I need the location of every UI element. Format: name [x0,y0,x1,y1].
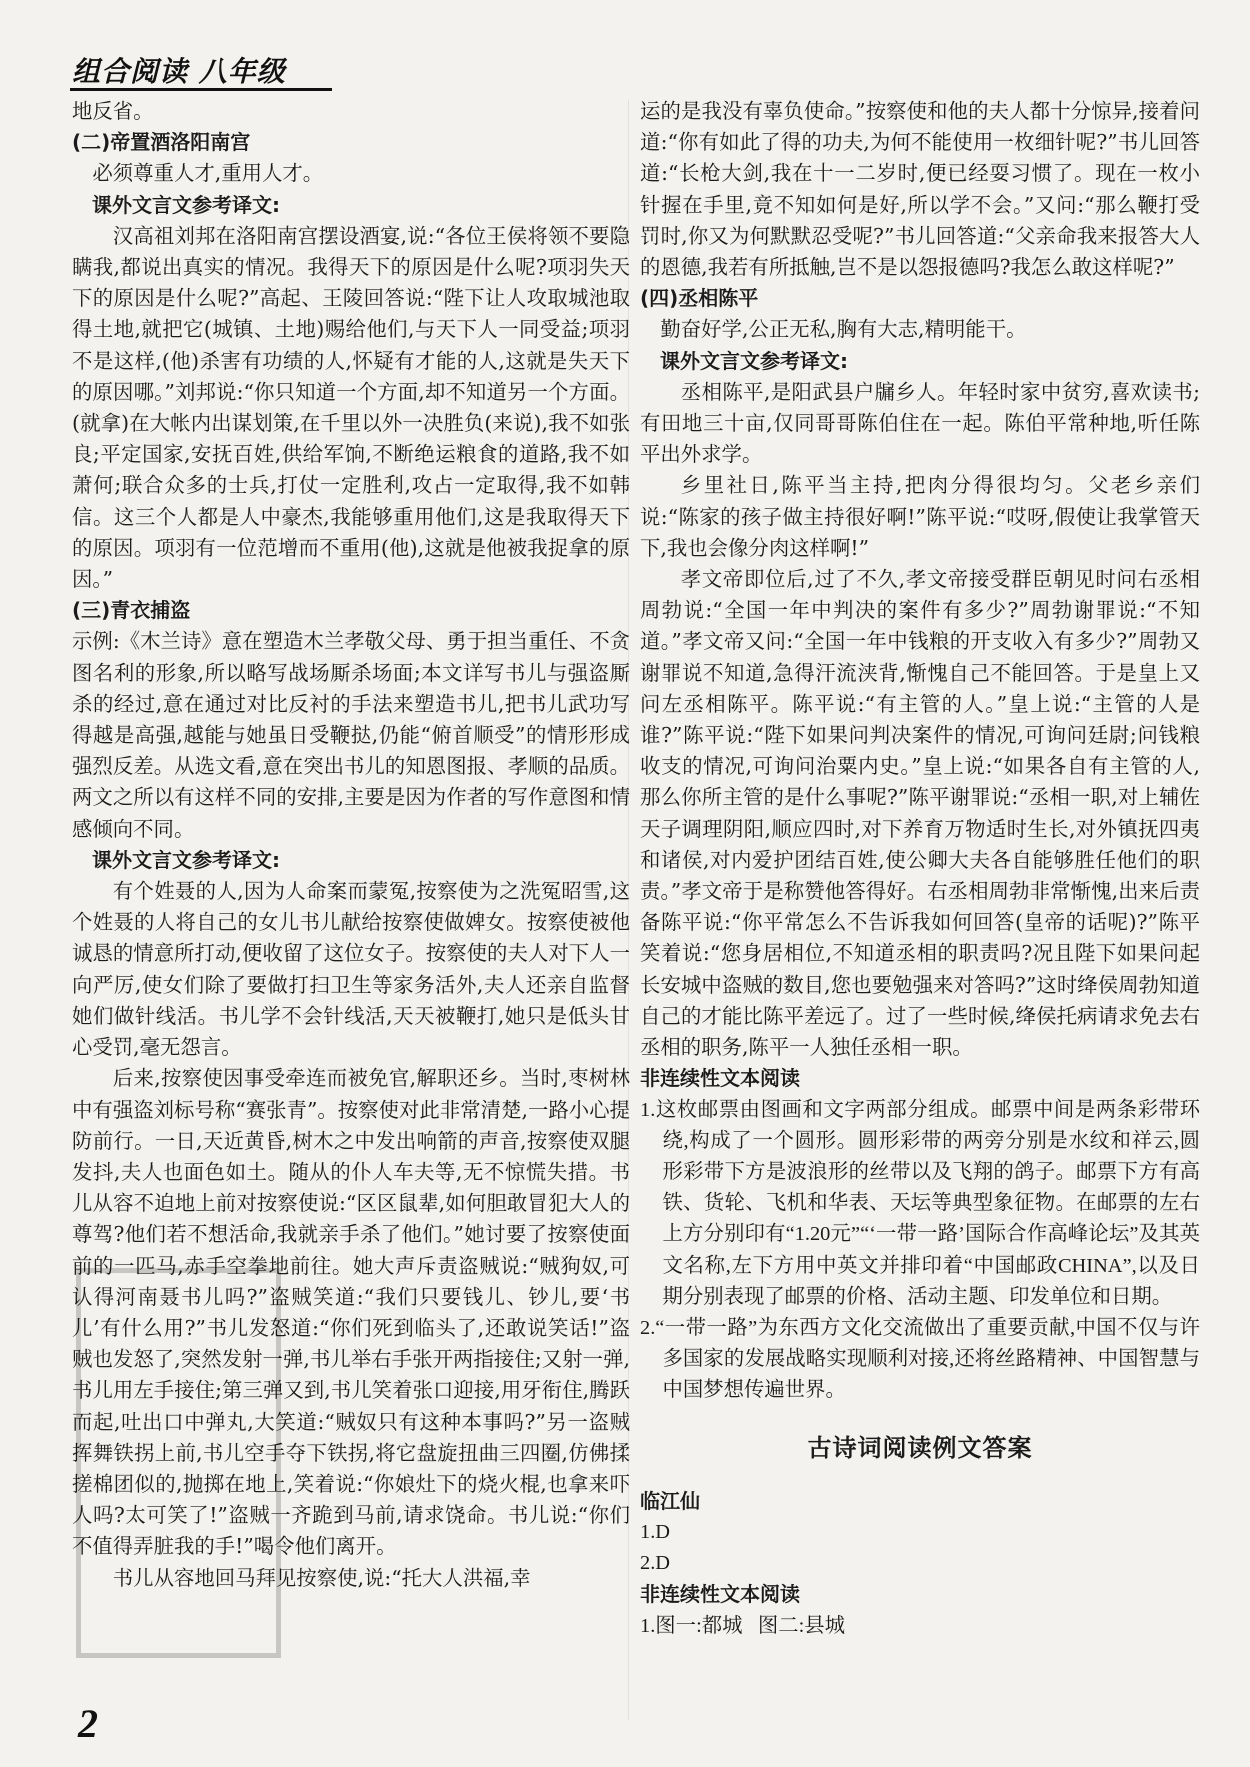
translation-text: 孝文帝即位后,过了不久,孝文帝接受群臣朝见时问右丞相周勃说:“全国一年中判决的案件有多少?”周勃谢罪说:“不知道。”孝文帝又问:“全国一年中钱粮的开支收入有多少?”周勃又谢罪说不知道,急得汗流浃背,惭愧自己不能回答。于是皇上又问左丞相陈平。陈平说:“有主管的人。”皇上说:“主管的人是谁?”陈平说:“陛下如果问判决案件的情况,可询问廷尉;问钱粮收支的情况,可询问治粟内史。”皇上说:“如果各自有主管的人,那么你所主管的是什么事呢?”陈平谢罪说:“丞相一职,对上辅佐天子调理阴阳,顺应四时,对下养育万物适时生长,对外镇抚四夷和诸侯,对内爱护团结百姓,使公卿大夫各自能够胜任他们的职责。”孝文帝于是称赞他答得好。右丞相周勃非常惭愧,出来后责备陈平说:“你平常怎么不告诉我如何回答(皇帝的话呢)?”陈平笑着说:“您身居相位,不知道丞相的职责吗?况且陛下如果问起长安城中盗贼的数目,您也要勉强来对答吗?”这时绛侯周勃知道自己的才能比陈平差远了。过了一些时候,绛侯托病请求免去右丞相的职务,陈平一人独任丞相一职。 [640,567,1200,1060]
page-header [70,48,330,90]
answer-item: 2.“一带一路”为东西方文化交流做出了重要贡献,中国不仅与许多国家的发展战略实现顺利对接,还将丝路精神、中国智慧与中国梦想传遍世界。 [640,1316,1200,1402]
poetry-section-title: 古诗词阅读例文答案 [807,1433,1033,1462]
translation-text: 有个姓聂的人,因为人命案而蒙冤,按察使为之洗冤昭雪,这个姓聂的人将自己的女儿书儿献给按察使做婢女。按察使被他诚恳的情意所打动,便收留了这位女子。按察使的夫人对下人一向严厉,使女们除了要做打扫卫生等家务活外,夫人还亲自监督她们做针线活。书儿学不会针线活,天天被鞭打,她只是低头甘心受罚,毫无怨言。 [72,879,630,1060]
right-column [640,96,1200,1642]
book-title: 组合阅读 八年级 [72,55,286,88]
answer-item: 1.D [640,1520,671,1543]
translation-text: 乡里社日,陈平当主持,把肉分得很均匀。父老乡亲们说:“陈家的孩子做主持很好啊!”陈平说:“哎呀,假使让我掌管天下,我也会像分肉这样啊!” [640,473,1200,560]
answer-text: 勤奋好学,公正无私,胸有大志,精明能干。 [660,317,1027,342]
reference-label: 课外文言文参考译文: [92,192,280,217]
section-title: (二)帝置酒洛阳南宫 [72,130,251,155]
section-title: (三)青衣捕盗 [72,598,191,623]
reference-label: 课外文言文参考译文: [660,348,848,373]
translation-text: 汉高祖刘邦在洛阳南宫摆设酒宴,说:“各位王侯将领不要隐瞒我,都说出真实的情况。我得天下的原因是什么呢?项羽失天下的原因是什么呢?”高起、王陵回答说:“陛下让人攻取城池取得土地,就把它(城镇、土地)赐给他们,与天下人一同受益;项羽不是这样,(他)杀害有功绩的人,怀疑有才能的人,这就是失天下的原因哪。”刘邦说:“你只知道一个方面,却不知道另一个方面。(就拿)在大帐内出谋划策,在千里以外一决胜负(来说),我不如张良;平定国家,安抚百姓,供给军饷,不断绝运粮食的道路,我不如萧何;联合众多的士兵,打仗一定胜利,攻占一定取得,我不如韩信。这三个人都是人中豪杰,我能够重用他们,这是我取得天下的原因。项羽有一位范增而不重用(他),这就是他被我捉拿的原因。” [72,223,630,592]
left-column [72,96,630,1594]
translation-text: 后来,按察使因事受牵连而被免官,解职还乡。当时,枣树林中有强盗刘标号称“赛张青”。按察使对此非常清楚,一路小心提防前行。一日,天近黄昏,树木之中发出响箭的声音,按察使双腿发抖,夫人也面色如土。随从的仆人车夫等,无不惊慌失措。书儿从容不迫地上前对按察使说:“区区鼠辈,如何胆敢冒犯大人的尊驾?他们若不想活命,我就亲手杀了他们。”她讨要了按察使面前的一匹马,赤手空拳地前往。她大声斥责盗贼说:“贼狗奴,可认得河南聂书儿吗?”盗贼笑道:“我们只要钱儿、钞儿,要‘书儿’有什么用?”书儿发怒道:“你们死到临头了,还敢说笑话!”盗贼也发怒了,突然发射一弹,书儿举右手张开两指接住;又射一弹,书儿用左手接住;第三弹又到,书儿笑着张口迎接,用牙衔住,腾跃而起,吐出口中弹丸,大笑道:“贼奴只有这种本事吗?”另一盗贼挥舞铁拐上前,书儿空手夺下铁拐,将它盘旋扭曲三四圈,仿佛揉搓棉团似的,抛掷在地上,笑着说:“你娘灶下的烧火棍,也拿来吓人吗?太可笑了!”盗贼一齐跪到马前,请求饶命。书儿说:“你们不值得弄脏我的手!”喝令他们离开。 [72,1066,630,1559]
poem-title: 临江仙 [640,1488,700,1513]
answer-item: 1.图一:都城 图二:县城 [640,1614,846,1637]
translation-text: 书儿从容地回马拜见按察使,说:“托大人洪福,幸 [112,1565,531,1590]
paragraph: 运的是我没有辜负使命。”按察使和他的夫人都十分惊异,接着问道:“你有如此了得的功夫,为何不能使用一枚细针呢?”书儿回答道:“长枪大剑,我在十一二岁时,便已经耍习惯了。现在一枚小针握在手里,竟不知如何是好,所以学不会。”又问:“那么鞭打受罚时,你又为何默默忍受呢?”书儿回答道:“父亲命我来报答大人的恩德,我若有所抵触,岂不是以怨报德吗?我怎么敢这样呢?” [640,99,1200,280]
section-title: (四)丞相陈平 [640,286,759,311]
section-title: 非连续性文本阅读 [640,1066,800,1091]
paragraph: 地反省。 [72,99,154,123]
section-title: 非连续性文本阅读 [640,1582,800,1607]
answer-text: 示例:《木兰诗》意在塑造木兰孝敬父母、勇于担当重任、不贪图名利的形象,所以略写战场厮杀场面;本文详写书儿与强盗厮杀的经过,意在通过对比反衬的手法来塑造书儿,把书儿武功写得越是高强,越能与她虽日受鞭挞,仍能“俯首顺受”的情形形成强烈反差。从选文看,意在突出书儿的知恩图报、孝顺的品质。两文之所以有这样不同的安排,主要是因为作者的写作意图和情感倾向不同。 [72,629,630,841]
reference-label: 课外文言文参考译文: [92,847,280,872]
answer-item: 1.这枚邮票由图画和文字两部分组成。邮票中间是两条彩带环绕,构成了一个圆形。圆形彩带的两旁分别是水纹和祥云,圆形彩带下方是波浪形的丝带以及飞翔的鸽子。邮票下方有高铁、货轮、飞机和华表、天坛等典型象征物。在邮票的左右上方分别印有“1.20元”“‘一带一路’国际合作高峰论坛”及其英文名称,左下方用中英文并排印着“中国邮政CHINA”,以及日期分别表现了邮票的价格、活动主题、印发单位和日期。 [640,1098,1200,1308]
translation-text: 丞相陈平,是阳武县户牖乡人。年轻时家中贫穷,喜欢读书;有田地三十亩,仅同哥哥陈伯住在一起。陈伯平常种地,听任陈平出外求学。 [640,379,1200,467]
answer-item: 2.D [640,1552,671,1575]
header-rule [70,88,332,91]
page-number: 2 [78,1701,98,1746]
answer-text: 必须尊重人才,重用人才。 [92,161,324,186]
